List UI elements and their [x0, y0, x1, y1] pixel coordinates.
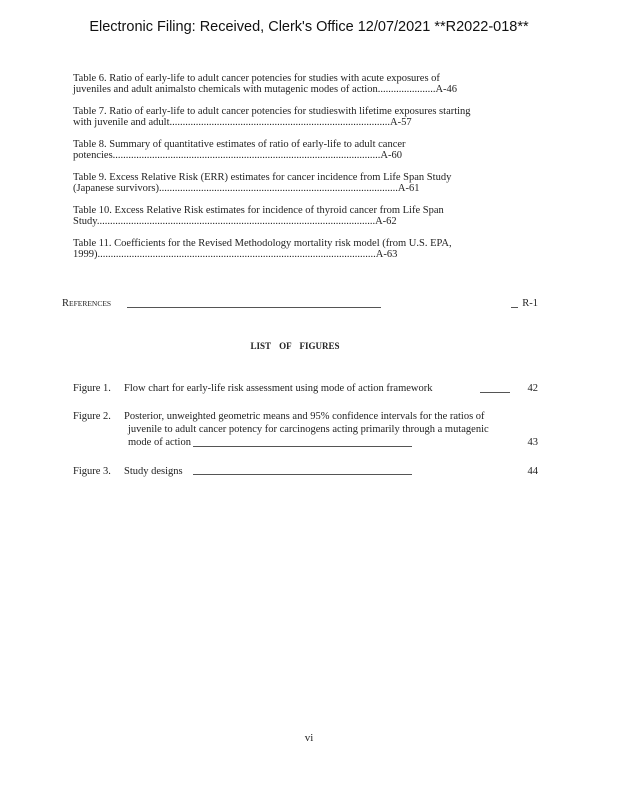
- list-of-figures-title: LIST OF FIGURES: [250, 341, 340, 351]
- table-entry-line2: Study..........................................................................................................A-62: [73, 216, 397, 227]
- figure-leader: [193, 474, 412, 475]
- table-entry-line2: juveniles and adult animalsto chemicals with mutagenic modes of action......................A-46: [73, 84, 458, 95]
- table-entry-line1: Table 9. Excess Relative Risk (ERR) estimates for cancer incidence from Life Span Study: [73, 172, 452, 183]
- page-number: vi: [304, 732, 314, 744]
- table-entry-line1: Table 6. Ratio of early-life to adult cancer potencies for studies with acute exposures of: [73, 73, 440, 84]
- table-entry: [73, 205, 538, 227]
- figure-number: Figure 2.: [73, 411, 111, 422]
- table-entry-line1: Table 11. Coefficients for the Revised Methodology mortality risk model (from U.S. EPA,: [73, 238, 452, 249]
- figure-leader: [480, 392, 510, 393]
- table-entry-line1: Table 8. Summary of quantitative estimates of ratio of early-life to adult cancer: [73, 139, 406, 150]
- table-entry-line2: potencies......................................................................................................A-60: [73, 150, 402, 161]
- figure-page: 43: [527, 437, 538, 448]
- figure-caption-line: Posterior, unweighted geometric means and 95% confidence intervals for the ratios of: [124, 411, 485, 422]
- figure-page: 44: [527, 466, 538, 477]
- figure-caption-line: juvenile to adult cancer potency for carcinogens acting primarily through a mutagenic: [128, 424, 489, 435]
- figure-caption-line: mode of action: [128, 437, 191, 448]
- table-entry-line2: with juvenile and adult....................................................................................A-57: [73, 117, 412, 128]
- table-entry-line1: Table 10. Excess Relative Risk estimates for incidence of thyroid cancer from Life Span: [73, 205, 444, 216]
- figure-caption: Flow chart for early-life risk assessment using mode of action framework: [124, 383, 433, 394]
- figure-number: Figure 1.: [73, 383, 111, 394]
- table-entry-line1: Table 7. Ratio of early-life to adult cancer potencies for studieswith lifetime exposures starting: [73, 106, 471, 117]
- figure-entry: [73, 410, 538, 450]
- references-page: R-1: [522, 298, 538, 309]
- table-entry: [73, 238, 538, 260]
- references-heading: [62, 298, 111, 309]
- table-entry-line2: (Japanese survivors)...........................................................................................A-61: [73, 183, 420, 194]
- figure-caption: Study designs: [124, 466, 183, 477]
- table-entry: [73, 139, 538, 161]
- figure-leader: [193, 446, 412, 447]
- filing-header: Electronic Filing: Received, Clerk's Office 12/07/2021 **R2022-018**: [89, 19, 529, 35]
- table-entry: [73, 106, 538, 128]
- references-leader: [127, 307, 381, 308]
- figure-entry: [73, 465, 538, 479]
- table-entry: [73, 73, 538, 95]
- references-leader-short: [511, 307, 518, 308]
- table-list: [73, 73, 538, 260]
- table-entry-line2: 1999)..........................................................................................................A-63: [73, 249, 398, 260]
- references-rest: EFERENCES: [69, 299, 112, 308]
- figure-number: Figure 3.: [73, 466, 111, 477]
- table-entry: [73, 172, 538, 194]
- figure-entry: [73, 382, 538, 396]
- references-initial: R: [62, 298, 70, 309]
- figure-page: 42: [527, 383, 538, 394]
